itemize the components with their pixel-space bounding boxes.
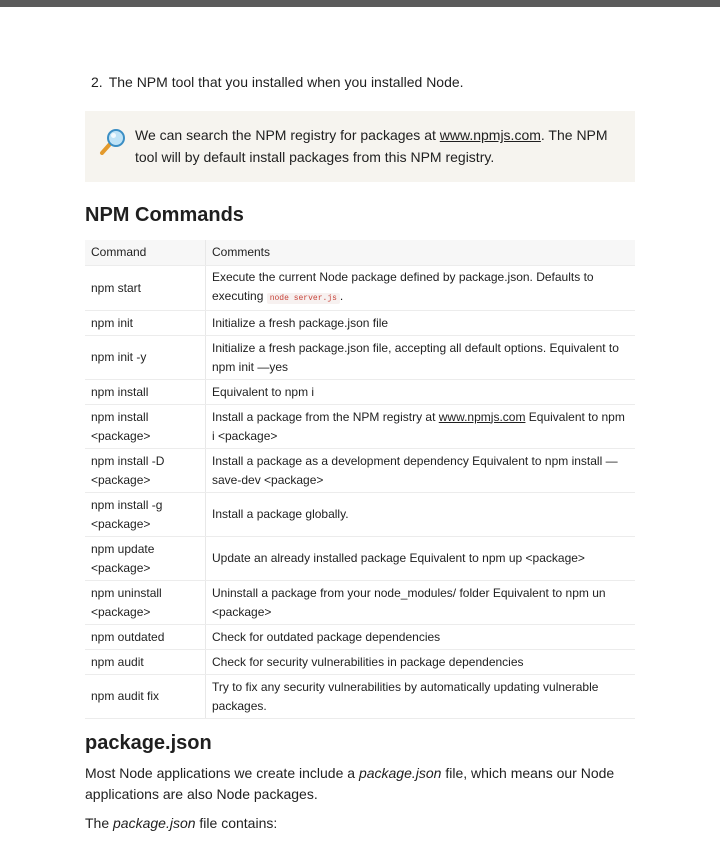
comment-cell: Uninstall a package from your node_modules/ folder Equivalent to npm un <package> bbox=[206, 581, 636, 625]
comment-cell: Equivalent to npm i bbox=[206, 380, 636, 405]
command-cell: npm uninstall <package> bbox=[85, 581, 206, 625]
table-row bbox=[85, 311, 635, 336]
header-command: Command bbox=[85, 240, 206, 266]
package-json-heading: package.json bbox=[85, 732, 212, 754]
command-cell: npm install <package> bbox=[85, 405, 206, 449]
comment-text-after: Equivalent to npm i <package> bbox=[212, 409, 625, 443]
npmjs-link[interactable]: www.npmjs.com bbox=[438, 409, 526, 424]
callout-text-after: . The NPM tool will by default install packages from this NPM registry. bbox=[135, 127, 608, 165]
npm-commands-table bbox=[85, 240, 635, 719]
code-snippet: node server.js bbox=[267, 293, 340, 304]
command-cell: npm init bbox=[85, 311, 206, 336]
callout-text-before: We can search the NPM registry for packages at bbox=[135, 127, 440, 143]
table-row bbox=[85, 449, 635, 493]
npmjs-link[interactable]: www.npmjs.com bbox=[439, 127, 541, 143]
table-row bbox=[85, 336, 635, 380]
table-row bbox=[85, 493, 635, 537]
comment-cell: Try to fix any security vulnerabilities by automatically updating vulnerable packages. bbox=[206, 675, 636, 719]
comment-text: Execute the current Node package defined by package.json. Defaults to executing bbox=[212, 270, 594, 303]
list-number: 2. bbox=[91, 74, 103, 90]
comment-cell bbox=[206, 266, 636, 311]
table-row bbox=[85, 266, 635, 311]
command-cell: npm install -g <package> bbox=[85, 493, 206, 537]
p2-after: file contains: bbox=[195, 815, 278, 831]
comment-cell: Check for outdated package dependencies bbox=[206, 625, 636, 650]
command-cell: npm update <package> bbox=[85, 537, 206, 581]
command-cell: npm outdated bbox=[85, 625, 206, 650]
header-comments: Comments bbox=[206, 240, 636, 266]
table-row bbox=[85, 537, 635, 581]
command-cell: npm install -D <package> bbox=[85, 449, 206, 493]
list-item bbox=[91, 73, 464, 91]
comment-cell: Install a package as a development dependency Equivalent to npm install —save-dev <package> bbox=[206, 449, 636, 493]
command-cell: npm start bbox=[85, 266, 206, 311]
callout-text bbox=[135, 124, 625, 168]
command-cell: npm audit fix bbox=[85, 675, 206, 719]
p1-before: Most Node applications we create include a bbox=[85, 765, 359, 781]
command-cell: npm init -y bbox=[85, 336, 206, 380]
table-row bbox=[85, 405, 635, 449]
command-cell: npm install bbox=[85, 380, 206, 405]
comment-cell: Update an already installed package Equivalent to npm up <package> bbox=[206, 537, 636, 581]
magnifier-icon bbox=[99, 127, 127, 155]
p2-em: package.json bbox=[113, 815, 196, 831]
comment-cell: Initialize a fresh package.json file, accepting all default options. Equivalent to npm init —yes bbox=[206, 336, 636, 380]
command-cell: npm audit bbox=[85, 650, 206, 675]
comment-cell: Check for security vulnerabilities in package dependencies bbox=[206, 650, 636, 675]
p2-before: The bbox=[85, 815, 114, 831]
table-row bbox=[85, 675, 635, 719]
table-row bbox=[85, 650, 635, 675]
comment-text: Install a package from the NPM registry at bbox=[212, 409, 439, 424]
p1-after: file, which means our Node applications are also Node packages. bbox=[85, 765, 615, 802]
top-bar bbox=[0, 0, 720, 7]
p1-em: package.json bbox=[358, 765, 442, 781]
list-text: The NPM tool that you installed when you installed Node. bbox=[108, 74, 464, 90]
table-row bbox=[85, 380, 635, 405]
comment-cell: Install a package globally. bbox=[206, 493, 636, 537]
comment-text-after: . bbox=[339, 289, 344, 303]
package-json-intro bbox=[85, 763, 635, 805]
table-row bbox=[85, 581, 635, 625]
table-header-row bbox=[85, 240, 635, 266]
comment-cell bbox=[206, 405, 636, 449]
package-json-contains bbox=[85, 813, 635, 834]
comment-cell: Initialize a fresh package.json file bbox=[206, 311, 636, 336]
npm-commands-heading: NPM Commands bbox=[85, 204, 244, 226]
table-row bbox=[85, 625, 635, 650]
info-callout bbox=[85, 111, 635, 182]
